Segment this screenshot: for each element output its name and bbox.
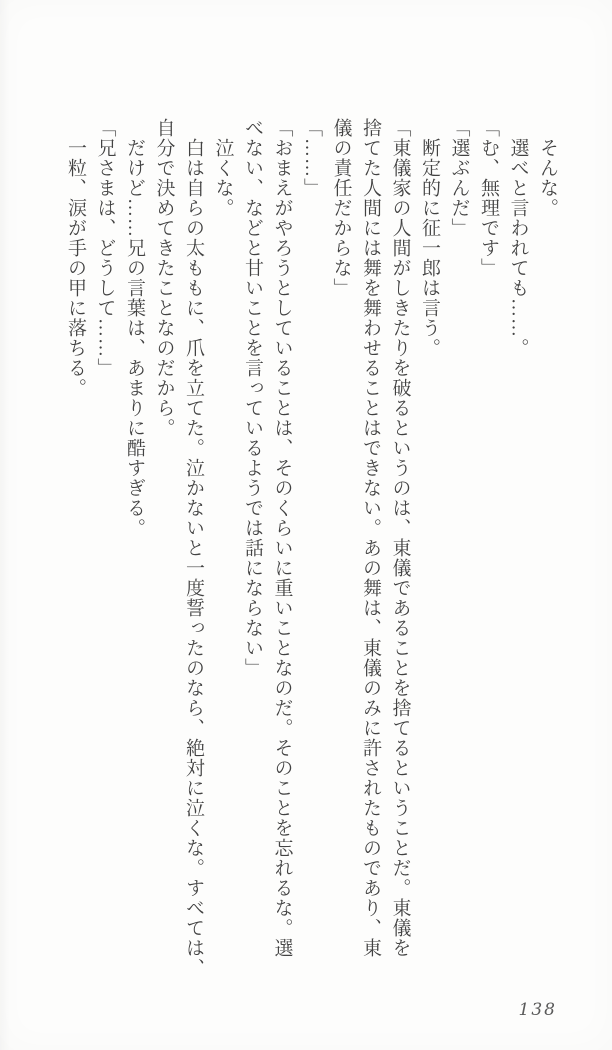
text-column: 「兄さまは、どうして……」 — [94, 118, 116, 378]
text-column: 「……」 — [301, 118, 322, 198]
text-column: だけど……兄の言葉は、あまりに酷すぎる。 — [124, 138, 145, 538]
text-column: べない、などと甘いことを言っているようでは話にならない」 — [242, 118, 263, 678]
text-column: 選べと言われても……。 — [507, 138, 529, 358]
page-number: 138 — [518, 1000, 557, 1020]
vertical-text-block — [60, 118, 562, 990]
text-column: 断定的に征一郎は言う。 — [419, 138, 440, 358]
text-column: 「む、無理です」 — [478, 118, 499, 278]
text-column: 自分で決めてきたことなのだから。 — [153, 118, 175, 438]
text-column: そんな。 — [537, 138, 558, 218]
text-column: 捨てた人間には舞を舞わせることはできない。あの舞は、東儀のみに許されたものであり、東 — [360, 118, 381, 958]
text-column: 儀の責任だからな」 — [330, 118, 352, 298]
text-column: 泣くな。 — [212, 138, 234, 218]
text-column: 「選ぶんだ」 — [448, 118, 470, 238]
text-column: 「おまえがやろうとしていることは、そのくらいに重いことなのだ。そのことを忘れるな。選 — [271, 118, 293, 958]
text-column: 一粒、涙が手の甲に落ちる。 — [65, 138, 86, 398]
text-column: 白は自らの太ももに、爪を立てた。泣かないと一度誓ったのなら、絶対に泣くな。すべては、 — [183, 138, 204, 978]
text-column: 「東儀家の人間がしきたりを破るというのは、東儀であることを捨てるということだ。東儀を — [389, 118, 411, 958]
